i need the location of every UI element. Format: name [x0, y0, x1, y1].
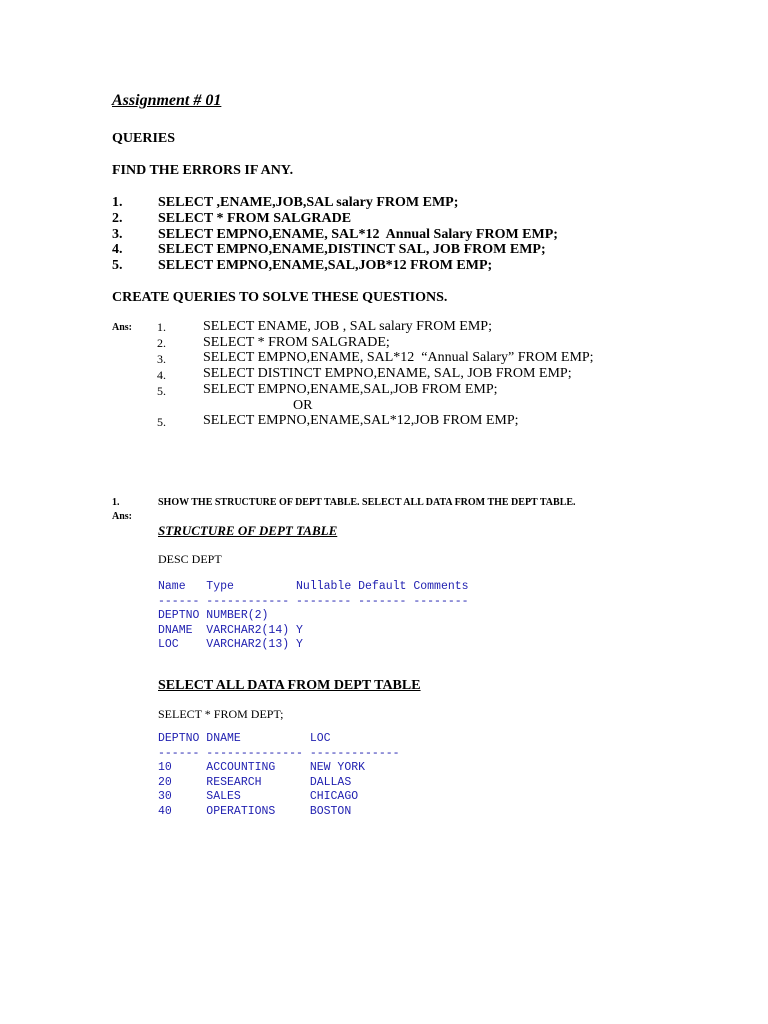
answer-number: 5. [157, 384, 166, 398]
answer-text: SELECT * FROM SALGRADE; [203, 335, 390, 350]
or-text: OR [293, 398, 313, 413]
answer-number: 4. [157, 368, 166, 382]
question-text: SELECT EMPNO,ENAME, SAL*12 Annual Salary FROM EMP; [158, 227, 558, 242]
assignment-title: Assignment # 01 [112, 92, 222, 109]
question-number: 3. [112, 227, 123, 242]
section2-number: 1. [112, 497, 120, 508]
answer-number: 2. [157, 336, 166, 350]
question-number: 2. [112, 211, 123, 226]
desc-command: DESC DEPT [158, 552, 222, 566]
answer-text: SELECT EMPNO,ENAME,SAL,JOB FROM EMP; [203, 382, 498, 397]
select-heading: SELECT ALL DATA FROM DEPT TABLE [158, 678, 421, 693]
desc-output: Name Type Nullable Default Comments ------ ------------ -------- ------- -------- DEPTNO NUMBER(2) DNAME VARCHAR2(14) Y LOC VARCHAR2(13) Y [158, 580, 469, 651]
answer-number: 5. [157, 415, 166, 429]
section2-question: SHOW THE STRUCTURE OF DEPT TABLE. SELECT ALL DATA FROM THE DEPT TABLE. [158, 497, 576, 508]
ans-label: Ans: [112, 322, 133, 333]
question-number: 1. [112, 195, 123, 210]
answer-number: 1. [157, 320, 166, 334]
question-text: SELECT * FROM SALGRADE [158, 211, 352, 226]
section2-ans-label: Ans: [112, 511, 133, 522]
question-text: SELECT EMPNO,ENAME,SAL,JOB*12 FROM EMP; [158, 258, 493, 273]
queries-heading: QUERIES [112, 131, 176, 146]
question-number: 4. [112, 242, 123, 257]
create-heading: CREATE QUERIES TO SOLVE THESE QUESTIONS. [112, 290, 448, 305]
errors-heading: FIND THE ERRORS IF ANY. [112, 163, 294, 178]
answer-text: SELECT ENAME, JOB , SAL salary FROM EMP; [203, 319, 492, 334]
answer-text: SELECT DISTINCT EMPNO,ENAME, SAL, JOB FROM EMP; [203, 366, 572, 381]
answer-text: SELECT EMPNO,ENAME, SAL*12 “Annual Salary” FROM EMP; [203, 350, 594, 365]
select-output: DEPTNO DNAME LOC ------ -------------- ------------- 10 ACCOUNTING NEW YORK 20 RESEARCH DALLAS 30 SALES CHICAGO 40 OPERATIONS BOSTON [158, 732, 400, 818]
question-text: SELECT ,ENAME,JOB,SAL salary FROM EMP; [158, 195, 459, 210]
structure-heading: STRUCTURE OF DEPT TABLE [158, 523, 338, 538]
answer-number: 3. [157, 352, 166, 366]
question-text: SELECT EMPNO,ENAME,DISTINCT SAL, JOB FROM EMP; [158, 242, 546, 257]
question-number: 5. [112, 258, 123, 273]
answer-text: SELECT EMPNO,ENAME,SAL*12,JOB FROM EMP; [203, 413, 519, 428]
select-command: SELECT * FROM DEPT; [158, 707, 284, 721]
